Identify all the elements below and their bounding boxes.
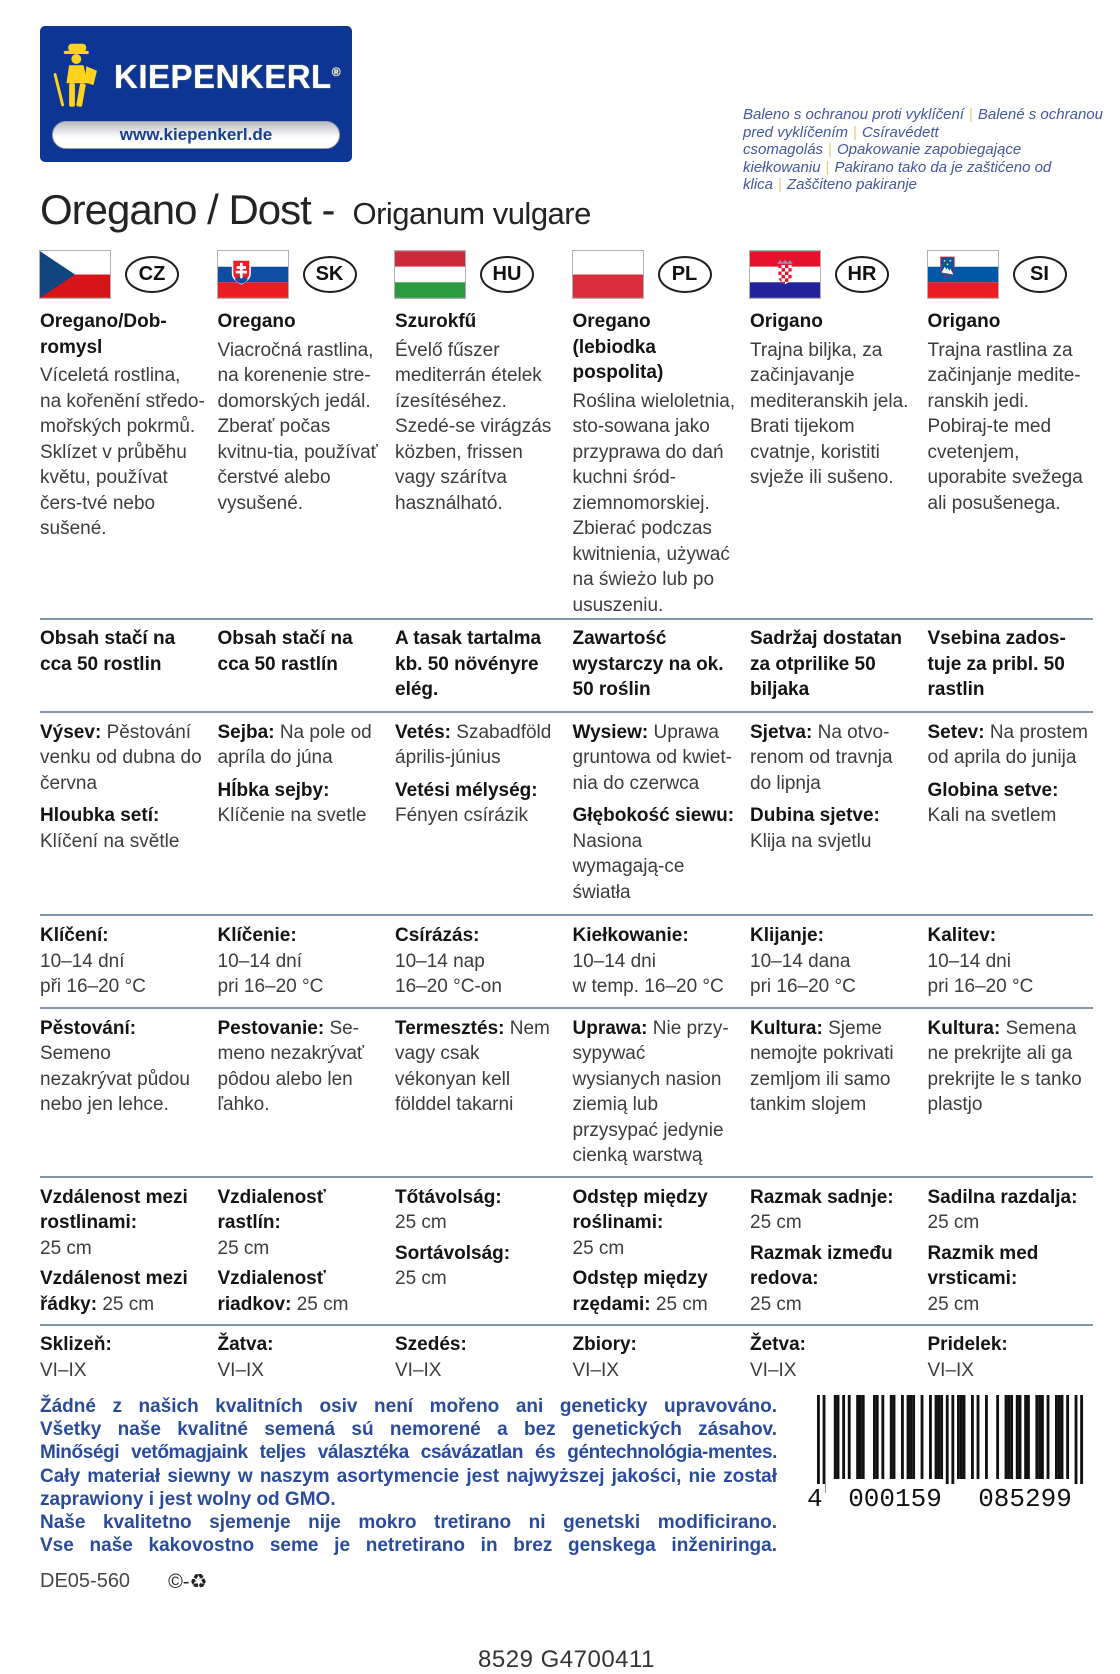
gmo-line-cz: Žádné z našich kvalitních osiv není mořeno ani geneticky upravováno. — [40, 1396, 777, 1417]
brand-wordmark — [114, 58, 341, 96]
cultivation-hr — [750, 1016, 916, 1169]
cultivation-text: Semena ne prekrijte ali ga prekrijte le s tanko plastjo — [927, 1017, 1082, 1115]
row-spacing-label: Vzdálenost mezi řádky: — [40, 1268, 188, 1315]
row-spacing-value: 25 cm — [102, 1293, 155, 1315]
cultivation-sk — [218, 1016, 384, 1169]
description-si — [928, 309, 1094, 618]
harvest-months: VI–IX — [395, 1359, 442, 1381]
cultivation-label: Kultura: — [750, 1017, 823, 1039]
sowing-label: Sejba: — [217, 721, 275, 743]
row-spacing-label: Odstęp między rzędami: — [572, 1268, 708, 1315]
cultivation-pl — [573, 1016, 739, 1169]
germination-cz — [40, 923, 206, 1000]
germination-temp: pri 16–20 °C — [750, 976, 856, 997]
germination-row — [40, 914, 1093, 1007]
registered-mark: ® — [331, 65, 342, 79]
plant-spacing-value: 25 cm — [217, 1237, 270, 1259]
harvest-hr — [750, 1332, 916, 1383]
flag-czech-republic-icon — [40, 251, 110, 298]
sowing-si — [928, 720, 1094, 906]
spacing-cz — [40, 1185, 206, 1318]
depth-label: Hloubka setí: — [40, 805, 160, 826]
row-spacing-label: Razmik med vrsticami: — [927, 1242, 1039, 1289]
plant-spacing-label: Vzdálenost mezi rostlinami: — [40, 1186, 188, 1233]
spacing-hu — [395, 1185, 561, 1318]
flag-cell-sk — [218, 250, 384, 298]
description-pl — [573, 309, 739, 618]
description-hu — [395, 309, 561, 618]
row-spacing-value: 25 cm — [296, 1293, 349, 1315]
germination-pl — [573, 923, 739, 1000]
germination-si — [928, 923, 1094, 1000]
plant-spacing-value: 25 cm — [395, 1212, 447, 1233]
plant-description: Roślina wieloletnia, sto-sowana jako przyprawa do dań kuchni śród-ziemnomorskiej. Zbierać podczas kwitnienia, używać na świeżo lub po ususzeniu. — [572, 390, 736, 616]
germination-temp: při 16–20 °C — [40, 976, 146, 997]
kiepenkerl-figure-icon — [52, 39, 106, 115]
germination-temp: pri 16–20 °C — [217, 976, 324, 997]
row-spacing-value: 25 cm — [927, 1293, 980, 1315]
sowing-label: Wysiew: — [572, 721, 649, 743]
sowing-pl — [573, 720, 739, 906]
spacing-pl — [573, 1185, 739, 1318]
barcode-digit-group2: 085299 — [965, 1484, 1085, 1514]
harvest-months: VI–IX — [217, 1359, 264, 1381]
row-spacing-value: 25 cm — [655, 1293, 708, 1315]
gmo-line-pl-2: zaprawiony i jest wolny od GMO. — [40, 1488, 336, 1510]
sowing-text: Na prostem od aprila do junija — [927, 721, 1089, 768]
country-code-badge: HU — [480, 256, 534, 293]
content-amount: Obsah stačí na cca 50 rastlín — [217, 628, 353, 675]
depth-label: Dubina sjetve: — [750, 805, 880, 826]
germination-hu — [395, 923, 561, 1000]
flag-cell-hr — [750, 250, 916, 298]
gmo-line-hr: Naše kvalitetno sjemenje nije mokro tretirano ni genetski modificirano. — [40, 1512, 777, 1534]
plant-spacing-label: Tőtávolság: — [395, 1186, 502, 1208]
cultivation-text: Se-meno nezakrývať pôdou alebo len ľahko. — [217, 1017, 365, 1115]
flag-cell-cz — [40, 250, 206, 298]
sowing-text: Pěstování venku od dubna do června — [40, 721, 202, 794]
content-amount: Obsah stačí na cca 50 rostlin — [40, 628, 176, 675]
barcode-digit-group1: 000159 — [835, 1484, 955, 1514]
depth-label: Głębokość siewu: — [572, 805, 735, 826]
germination-days: 10–14 dni — [572, 950, 656, 972]
footer — [40, 1395, 1093, 1557]
germination-label: Kalitev: — [927, 925, 997, 946]
harvest-label: Žetva: — [750, 1334, 806, 1355]
gmo-line-hu: Minőségi vetőmagjaink teljes választéka csávázatlan és géntechnológia-mentes. — [40, 1442, 777, 1464]
kiepenkerl-logo — [40, 26, 352, 162]
description-row — [40, 309, 1093, 618]
cultivation-si — [928, 1016, 1094, 1169]
germination-sk — [218, 923, 384, 1000]
germination-label: Kiełkowanie: — [572, 925, 689, 946]
sowing-label: Setev: — [927, 721, 985, 743]
content-amount: Sadržaj dostatan za otprilike 50 biljaka — [750, 628, 903, 700]
plant-name: Oregano — [217, 311, 296, 332]
cultivation-text: Sjeme nemojte pokrivati zemljom ili samo tankim slojem — [750, 1017, 894, 1115]
depth-text: Nasiona wymagają-ce światła — [572, 830, 685, 903]
description-hr — [750, 309, 916, 618]
print-code-row — [40, 1569, 1093, 1594]
depth-label: Hĺbka sejby: — [217, 779, 330, 801]
germination-label: Klijanje: — [750, 925, 824, 946]
ean-barcode — [809, 1395, 1093, 1512]
flag-cell-si — [928, 250, 1094, 298]
note-segment: Balené s ochranou pred vyklíčením | — [743, 106, 1103, 141]
harvest-label: Žatva: — [217, 1334, 274, 1355]
germination-temp: pri 16–20 °C — [927, 976, 1034, 997]
germination-days: 10–14 dní — [217, 950, 303, 972]
germination-label: Csírázás: — [395, 925, 480, 946]
depth-text: Klíčenie na svetle — [217, 805, 367, 826]
germination-temp: w temp. 16–20 °C — [572, 976, 724, 997]
plant-spacing-value: 25 cm — [750, 1212, 802, 1233]
cultivation-cz — [40, 1016, 206, 1169]
flag-slovenia-icon — [928, 251, 998, 298]
harvest-months: VI–IX — [750, 1359, 797, 1381]
plant-description: Viacročná rastlina, na korenenie stre-domorských jedál. Zberať počas kvitnu-tia, používať čerstvé alebo vysušené. — [217, 339, 378, 514]
note-segment: Baleno s ochranou proti vyklíčení | — [743, 106, 978, 123]
logo-top — [52, 36, 340, 118]
plant-name: Oregano/Dob-romysl — [40, 311, 167, 358]
brand-website: www.kiepenkerl.de — [119, 125, 273, 144]
brand-name: KIEPENKERL — [114, 58, 332, 95]
cultivation-text: Nie przy-sypywać wysianych nasion ziemią lub przysypać jedynie cienką warstwą — [572, 1017, 729, 1166]
latin-name: Origanum vulgare — [352, 196, 591, 231]
harvest-cz — [40, 1332, 206, 1383]
protected-packaging-note — [743, 106, 1103, 194]
germination-days: 10–14 dana — [750, 950, 851, 972]
note-segment: Pakirano tako da je zaštićeno od klica | — [743, 159, 1051, 194]
country-code-badge: HR — [835, 256, 889, 293]
barcode-bars — [809, 1395, 1091, 1493]
depth-text: Kali na svetlem — [927, 805, 1057, 826]
flags-row — [40, 250, 1093, 298]
sowing-row — [40, 711, 1093, 915]
spacing-si — [928, 1185, 1094, 1318]
flag-croatia-icon — [750, 251, 820, 298]
plant-name: Origano — [750, 311, 823, 332]
sowing-sk — [218, 720, 384, 906]
sowing-label: Výsev: — [40, 721, 102, 743]
harvest-label: Szedés: — [395, 1334, 467, 1355]
harvest-months: VI–IX — [927, 1359, 974, 1381]
batch-code: 8529 G4700411 — [478, 1646, 655, 1674]
depth-text: Klija na svjetlu — [750, 830, 872, 852]
harvest-label: Pridelek: — [927, 1334, 1008, 1355]
country-code-badge: SI — [1013, 256, 1067, 293]
plant-name: Oregano (lebiodka pospolita) — [572, 311, 664, 383]
depth-text: Klíčení na světle — [40, 830, 180, 852]
harvest-months: VI–IX — [40, 1359, 87, 1381]
harvest-row — [40, 1324, 1093, 1389]
depth-label: Vetési mélység: — [395, 779, 538, 801]
content-amount: A tasak tartalma kb. 50 növényre elég. — [395, 628, 542, 700]
sowing-text: Na otvo-renom od travnja do lipnja — [750, 721, 893, 794]
cultivation-row — [40, 1007, 1093, 1176]
cultivation-label: Kultura: — [927, 1017, 1001, 1039]
flag-poland-icon — [573, 251, 643, 298]
barcode-digit-first: 4 — [807, 1484, 823, 1514]
harvest-label: Sklizeň: — [40, 1334, 112, 1355]
plant-description: Víceletá rostlina, na kořenění středo-mořských pokrmů. Sklízet v průběhu květu, používat čers-tvé nebo sušené. — [40, 365, 205, 539]
gmo-line-sk: Všetky naše kvalitné semená sú nemorené a bez genetických zásahov. — [40, 1419, 777, 1441]
harvest-sk — [218, 1332, 384, 1383]
barcode-digits — [809, 1484, 1093, 1512]
content-amount: Vsebina zados-tuje za pribl. 50 rastlin — [927, 628, 1066, 700]
plant-spacing-value: 25 cm — [40, 1237, 92, 1259]
country-code-badge: CZ — [125, 256, 179, 293]
sowing-hr — [750, 720, 916, 906]
harvest-label: Zbiory: — [572, 1334, 637, 1355]
gmo-line-si: Vse naše kakovostno seme je netretirano in brez genskega inženiringa. — [40, 1535, 777, 1557]
row-spacing-label: Razmak između redova: — [750, 1242, 893, 1289]
cultivation-text: Nem vagy csak vékonyan kell földdel takarni — [395, 1017, 550, 1115]
content-row — [40, 618, 1093, 711]
cultivation-label: Pestovanie: — [217, 1017, 325, 1039]
germination-days: 10–14 nap — [395, 950, 485, 972]
spacing-row — [40, 1176, 1093, 1325]
depth-text: Fényen csírázik — [395, 805, 529, 826]
plant-name: Szurokfű — [395, 311, 477, 332]
plant-name: Origano — [927, 311, 1001, 332]
harvest-hu — [395, 1332, 561, 1383]
flag-slovakia-icon — [218, 251, 288, 298]
harvest-si — [928, 1332, 1094, 1383]
sowing-cz — [40, 720, 206, 906]
country-code-badge: PL — [658, 256, 712, 293]
sowing-label: Vetés: — [395, 721, 451, 743]
plant-spacing-value: 25 cm — [927, 1212, 980, 1233]
flag-hungary-icon — [395, 251, 465, 298]
harvest-pl — [573, 1332, 739, 1383]
plant-description: Trajna biljka, za začinjavanje mediteranskih jela. Brati tijekom cvatnje, koristiti svježe ili sušeno. — [750, 339, 909, 488]
description-cz — [40, 309, 206, 618]
row-spacing-value: 25 cm — [750, 1293, 802, 1315]
plant-spacing-label: Odstęp między roślinami: — [572, 1186, 708, 1233]
spacing-sk — [218, 1185, 384, 1318]
germination-hr — [750, 923, 916, 1000]
spacing-hr — [750, 1185, 916, 1318]
gmo-statement — [40, 1395, 777, 1557]
germination-label: Klíčenie: — [217, 925, 297, 946]
row-spacing-label: Vzdialenosť riadkov: — [217, 1268, 326, 1315]
germination-days: 10–14 dni — [927, 950, 1011, 972]
flag-cell-pl — [573, 250, 739, 298]
sowing-hu — [395, 720, 561, 906]
brand-website-bar — [52, 121, 340, 149]
note-segment: Zaščiteno pakiranje — [786, 176, 917, 194]
cultivation-label: Uprawa: — [572, 1017, 648, 1039]
country-code-badge: SK — [303, 256, 357, 293]
sowing-label: Sjetva: — [750, 721, 813, 743]
cultivation-text: Semeno nezakrývat půdou nebo jen lehce. — [40, 1043, 190, 1115]
recycle-mark-icon: ©-♻ — [168, 1571, 208, 1594]
row-spacing-value: 25 cm — [395, 1268, 447, 1289]
product-name: Oregano / Dost - — [40, 186, 335, 233]
germination-temp: 16–20 °C-on — [395, 976, 502, 997]
plant-spacing-label: Razmak sadnje: — [750, 1186, 894, 1208]
content-amount: Zawartość wystarczy na ok. 50 roślin — [572, 628, 724, 700]
plant-description: Trajna rastlina za začinjanje medite-ranskih jedi. Pobiraj-te med cvetenjem, uporabite svežega ali posušenega. — [927, 339, 1083, 514]
sowing-text: Szabadföld április-június — [395, 721, 552, 768]
plant-spacing-label: Sadilna razdalja: — [927, 1186, 1078, 1208]
note-segment: Opakowanie zapobiegające kiełkowaniu | — [743, 141, 1021, 176]
cultivation-hu — [395, 1016, 561, 1169]
plant-description: Évelő fűszer mediterrán ételek ízesítéséhez. Szedé-se virágzás közben, frissen vagy szárítva használható. — [395, 339, 552, 514]
cultivation-label: Pěstování: — [40, 1017, 137, 1039]
description-sk — [218, 309, 384, 618]
germination-days: 10–14 dní — [40, 950, 125, 972]
gmo-line-pl-1: Cały materiał siewny w naszym asortymencie jest najwyższej jakości, nie został — [40, 1465, 777, 1487]
sowing-text: Uprawa gruntowa od kwiet-nia do czerwca — [572, 721, 732, 794]
germination-label: Klíčení: — [40, 925, 109, 946]
depth-label: Globina setve: — [927, 779, 1059, 801]
plant-spacing-value: 25 cm — [572, 1237, 625, 1259]
harvest-months: VI–IX — [572, 1359, 619, 1381]
row-spacing-label: Sortávolság: — [395, 1242, 511, 1264]
sowing-text: Na pole od apríla do júna — [217, 721, 372, 768]
cultivation-label: Termesztés: — [395, 1017, 505, 1039]
flag-cell-hu — [395, 250, 561, 298]
print-code: DE05-560 — [40, 1570, 131, 1593]
plant-spacing-label: Vzdialenosť rastlín: — [217, 1186, 326, 1233]
note-segment: Csíravédett csomagolás | — [743, 124, 939, 159]
